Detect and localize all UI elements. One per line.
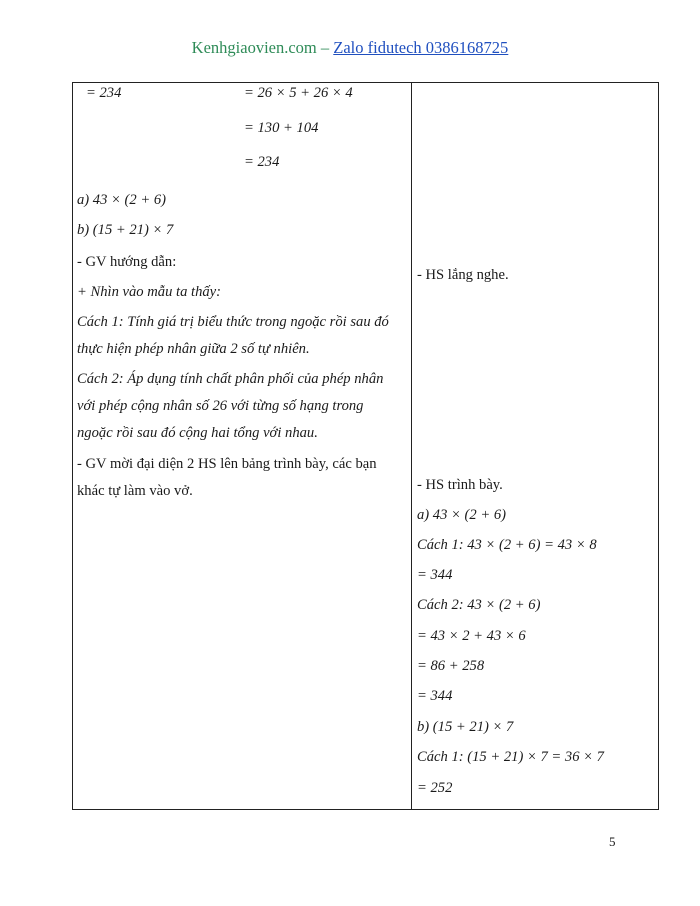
invite-line2: khác tự làm vào vở.: [77, 483, 193, 499]
method2-line2: với phép cộng nhân số 26 với từng số hạng trong: [77, 398, 364, 414]
header-zalo-link[interactable]: Zalo fidutech 0386168725: [333, 38, 509, 57]
method2-step3: = 234: [244, 154, 280, 170]
answer-b-method1-result: = 252: [417, 780, 453, 796]
observe-note: + Nhìn vào mẫu ta thấy:: [77, 284, 222, 300]
answer-a-method2: Cách 2: 43 × (2 + 6): [417, 597, 541, 613]
method2-step2: = 130 + 104: [244, 120, 319, 136]
method2-line3: ngoặc rồi sau đó cộng hai tổng với nhau.: [77, 425, 318, 441]
answer-a-method2-step3: = 344: [417, 688, 453, 704]
method2-step1: = 26 × 5 + 26 × 4: [244, 85, 353, 101]
answer-b-method1: Cách 1: (15 + 21) × 7 = 36 × 7: [417, 749, 604, 765]
task-b: b) (15 + 21) × 7: [77, 222, 174, 238]
invite-line1: - GV mời đại diện 2 HS lên bảng trình bày, các bạn: [77, 456, 377, 472]
example-result: = 234: [86, 85, 122, 101]
hs-listen: - HS lắng nghe.: [417, 267, 509, 283]
page-number: 5: [609, 834, 616, 849]
answer-a-method2-step1: = 43 × 2 + 43 × 6: [417, 628, 526, 644]
hs-present: - HS trình bày.: [417, 477, 503, 493]
header-site[interactable]: Kenhgiaovien.com: [191, 38, 317, 57]
answer-a-method2-step2: = 86 + 258: [417, 658, 485, 674]
answer-a-method1-result: = 344: [417, 567, 453, 583]
page-header: [0, 38, 700, 58]
method1-line2: thực hiện phép nhân giữa 2 số tự nhiên.: [77, 341, 310, 357]
column-divider: [411, 82, 412, 810]
method1-line1: Cách 1: Tính giá trị biểu thức trong ngoặc rồi sau đó: [77, 314, 389, 330]
task-a: a) 43 × (2 + 6): [77, 192, 167, 208]
answer-a-title: a) 43 × (2 + 6): [417, 507, 507, 523]
answer-a-method1: Cách 1: 43 × (2 + 6) = 43 × 8: [417, 537, 597, 553]
header-separator: –: [316, 38, 334, 57]
answer-b-title: b) (15 + 21) × 7: [417, 719, 514, 735]
method2-line1: Cách 2: Áp dụng tính chất phân phối của phép nhân: [77, 371, 384, 387]
gv-guide: - GV hướng dẫn:: [77, 254, 177, 270]
